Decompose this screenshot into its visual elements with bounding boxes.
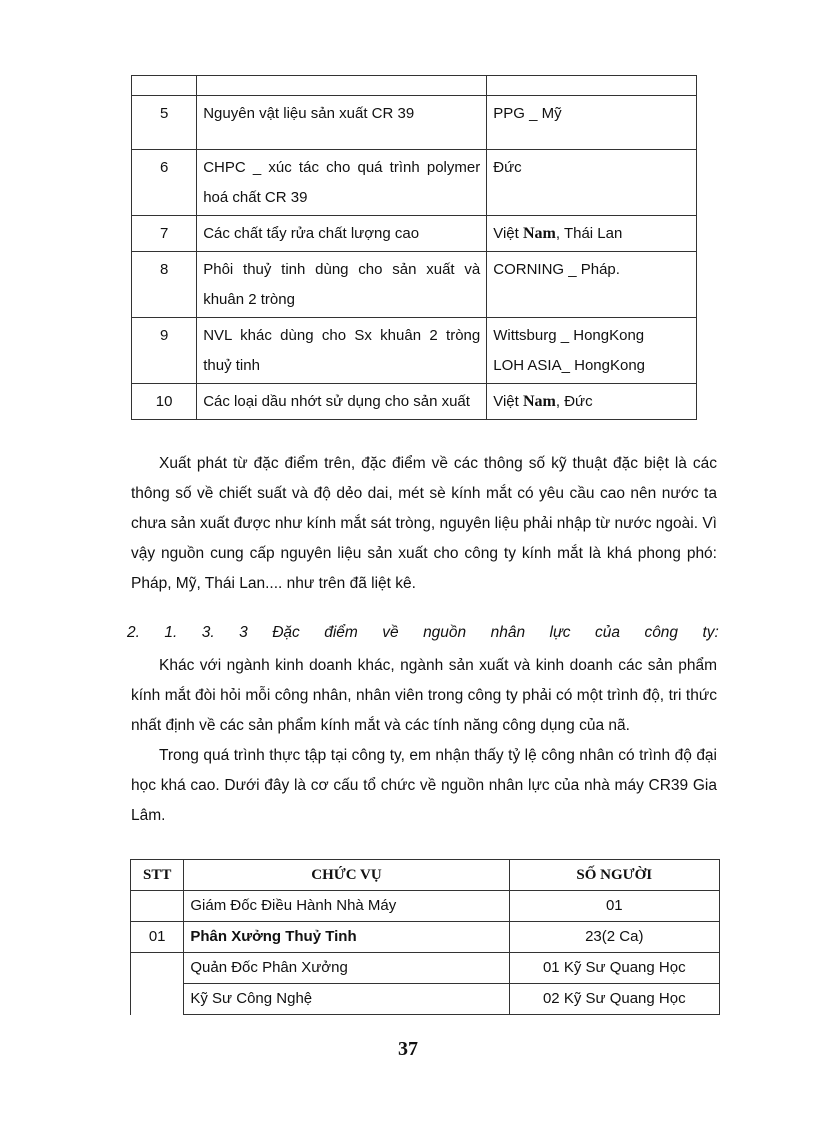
table-row: 01 Phân Xưởng Thuỷ Tinh 23(2 Ca) <box>131 922 720 953</box>
table-header-row <box>131 860 720 891</box>
material-cell: Nguyên vật liệu sản xuất CR 39 <box>197 96 487 150</box>
table-row <box>132 96 697 150</box>
source-cell: Việt Nam, Thái Lan <box>487 216 697 252</box>
table-row <box>132 150 697 216</box>
row-number: 9 <box>132 318 197 384</box>
row-number: 5 <box>132 96 197 150</box>
source-cell: Việt Nam, Đức <box>487 384 697 420</box>
table-row <box>132 318 697 384</box>
row-number: 8 <box>132 252 197 318</box>
header-position: CHỨC VỤ <box>184 860 509 891</box>
row-number: 6 <box>132 150 197 216</box>
header-count: SỐ NGƯỜI <box>509 860 719 891</box>
row-number: 10 <box>132 384 197 420</box>
paragraph-workforce: Khác với ngành kinh doanh khác, ngành sản xuất và kinh doanh các sản phẩm kính mắt đòi hỏi mỗi công nhân, nhân viên trong công ty phải có một trình độ, tri thức nhất định về các sản phẩm kính mắt và các tính năng công dụng của nã. <box>131 657 717 734</box>
table-row: Giám Đốc Điều Hành Nhà Máy 01 <box>131 891 720 922</box>
paragraph-internship: Trong quá trình thực tập tại công ty, em nhận thấy tỷ lệ công nhân có trình độ đại học khá cao. Dưới đây là cơ cấu tổ chức về nguồn nhân lực của nhà máy CR39 Gia Lâm. <box>131 747 717 824</box>
table-row: Kỹ Sư Công Nghệ 02 Kỹ Sư Quang Học <box>131 984 720 1015</box>
source-cell: PPG _ Mỹ <box>487 96 697 150</box>
row-number: 7 <box>132 216 197 252</box>
source-cell: Đức <box>487 150 697 216</box>
material-cell: CHPC _ xúc tác cho quá trình polymer hoá chất CR 39 <box>197 150 487 216</box>
material-cell: Các loại dầu nhớt sử dụng cho sản xuất <box>197 384 487 420</box>
paragraph-sources: Xuất phát từ đặc điểm trên, đặc điểm về các thông số kỹ thuật đặc biệt là các thông số về chiết suất và độ dẻo dai, mét sè kính mắt có yêu cầu cao nên nước ta chưa sản xuất được như kính mắt sát tròng, nguyên liệu phải nhập từ nước ngoài. Vì vậy nguồn cung cấp nguyên liệu sản xuất cho công ty kính mắt là khá phong phó: Pháp, Mỹ, Thái Lan.... như trên đã liệt kê. <box>131 455 717 592</box>
header-stt: STT <box>131 860 184 891</box>
material-cell: NVL khác dùng cho Sx khuân 2 tròng thuỷ tinh <box>197 318 487 384</box>
table-row: Quản Đốc Phân Xưởng 01 Kỹ Sư Quang Học <box>131 953 720 984</box>
table-row <box>132 252 697 318</box>
source-cell: CORNING _ Pháp. <box>487 252 697 318</box>
material-cell: Các chất tẩy rửa chất lượng cao <box>197 216 487 252</box>
staff-table <box>130 859 720 1015</box>
materials-table <box>131 75 697 420</box>
table-row <box>132 384 697 420</box>
page-number: 37 <box>398 1038 418 1060</box>
source-cell: Wittsburg _ HongKong LOH ASIA_ HongKong <box>487 318 697 384</box>
material-cell: Phôi thuỷ tinh dùng cho sản xuất và khuân 2 tròng <box>197 252 487 318</box>
table-row <box>132 76 697 96</box>
section-heading: 2. 1. 3. 3 Đặc điểm về nguồn nhân lực của công ty: <box>127 624 719 641</box>
table-row <box>132 216 697 252</box>
